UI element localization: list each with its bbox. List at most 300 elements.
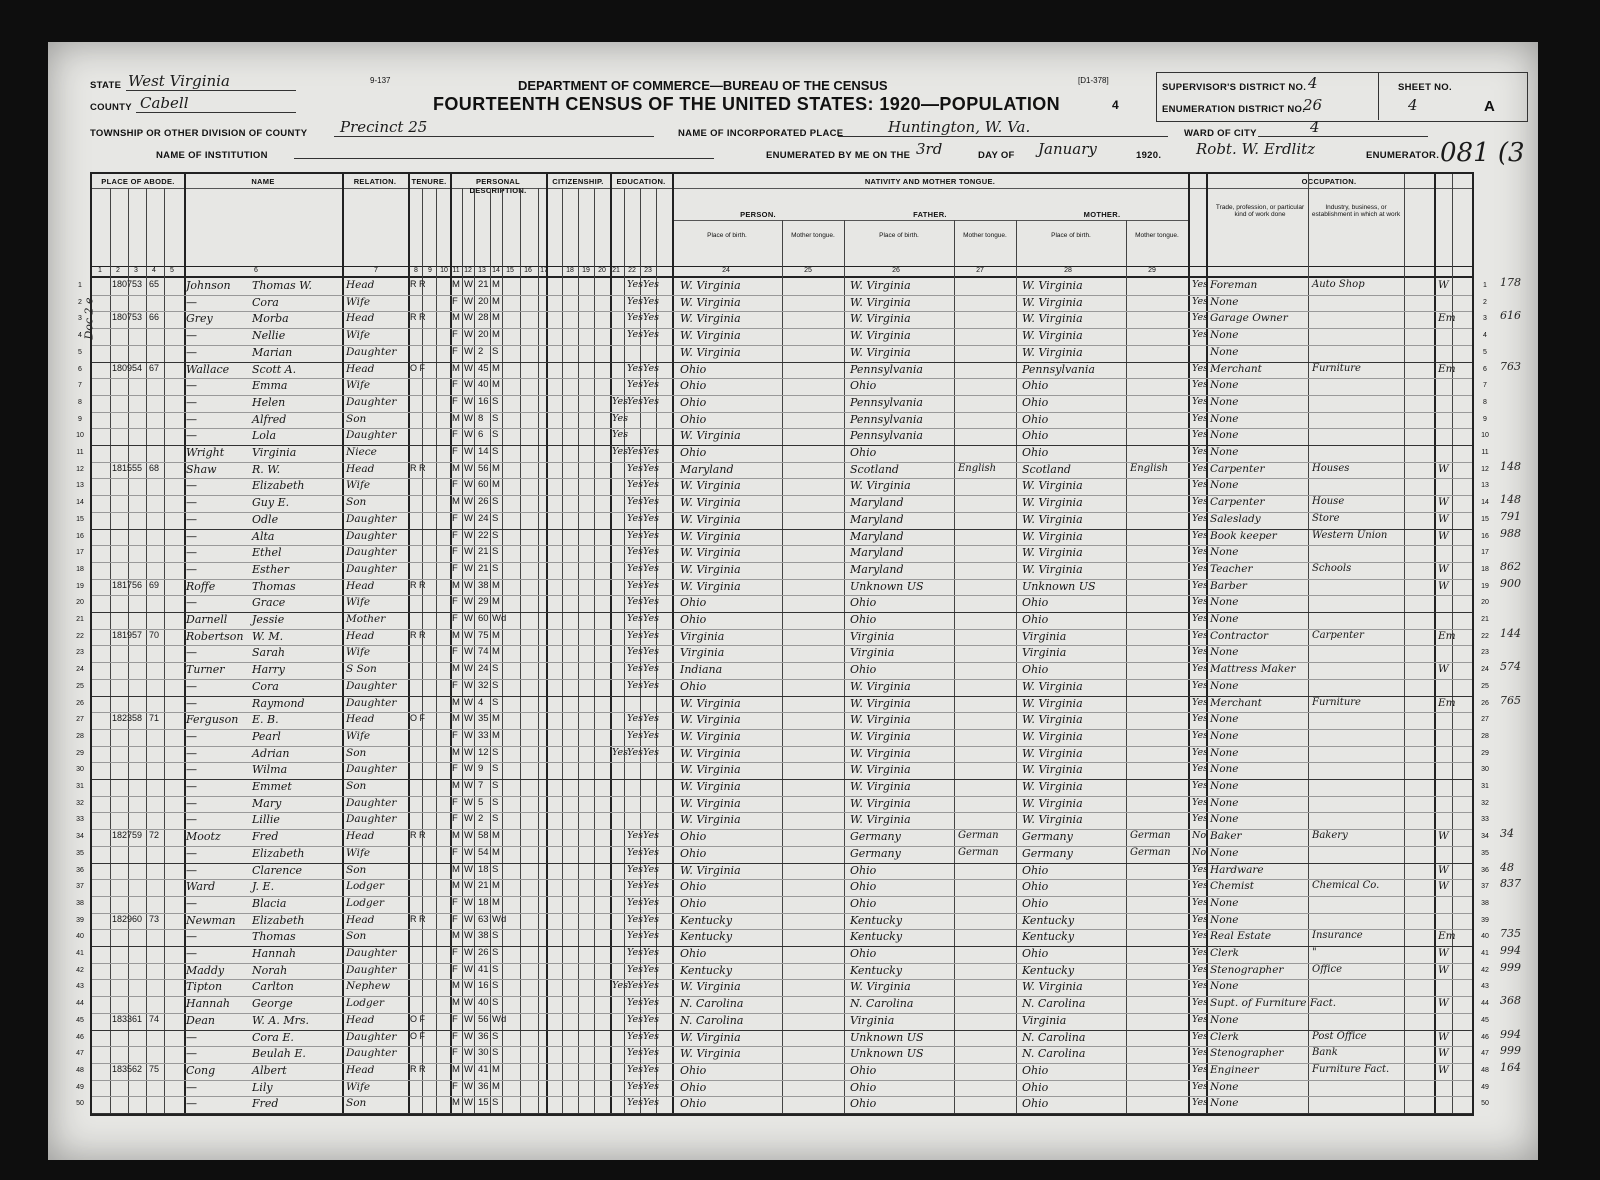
cell-marital: Wd — [492, 613, 507, 624]
margin-number: 900 — [1500, 576, 1521, 590]
cell-trade: Hardware — [1210, 863, 1264, 876]
cell-trade: None — [1210, 329, 1239, 342]
margin-number: 862 — [1500, 559, 1521, 573]
cell-f-pob: Unknown US — [850, 1030, 924, 1044]
row-number-right: 6 — [1483, 365, 1487, 373]
cell-dwelling: 53 — [132, 279, 143, 289]
cell-race: W — [464, 312, 473, 324]
cell-tenure: R R — [410, 462, 426, 473]
row-number-right: 7 — [1483, 382, 1487, 390]
column-number: 17 — [540, 267, 548, 274]
father-subheader: FATHER. — [913, 210, 947, 219]
cell-given: Thomas — [252, 579, 296, 593]
cell-write: Yes — [643, 512, 659, 524]
row-number-right: 26 — [1481, 699, 1489, 707]
cell-sex: M — [452, 663, 460, 675]
cell-given: Elizabeth — [252, 846, 305, 860]
cell-f-pob: Ohio — [850, 663, 877, 677]
supervisor-label: SUPERVISOR'S DISTRICT NO. — [1162, 82, 1307, 93]
cell-surname: — — [186, 1047, 197, 1061]
cell-english: Yes — [1192, 713, 1208, 725]
cell-given: Fred — [252, 830, 279, 844]
cell-f-pob: W. Virginia — [850, 312, 911, 326]
cell-read: Yes — [627, 947, 643, 958]
incorporated-underline — [838, 136, 1168, 137]
abode-group-header: PLACE OF ABODE. — [101, 177, 175, 186]
cell-family: 75 — [149, 1063, 160, 1074]
cell-surname: — — [186, 796, 197, 810]
cell-tenure: O F — [410, 1013, 425, 1024]
cell-f-pob: Ohio — [850, 1097, 877, 1111]
cell-tenure: R R — [410, 1063, 426, 1074]
cell-f-pob: Ohio — [850, 1080, 877, 1094]
cell-marital: S — [492, 763, 499, 775]
top-right-note: 081 (3 — [1440, 138, 1525, 168]
cell-pob: W. Virginia — [680, 529, 741, 543]
cell-relation: Wife — [346, 729, 371, 742]
cell-trade: None — [1210, 1080, 1239, 1093]
citizenship-group-header: CITIZENSHIP. — [552, 177, 604, 186]
cell-surname: Ward — [186, 880, 216, 894]
cell-surname: Hannah — [186, 997, 230, 1011]
cell-marital: M — [492, 729, 500, 741]
cell-pob: W. Virginia — [680, 512, 741, 526]
cell-pob: Ohio — [680, 379, 707, 393]
cell-surname: Mootz — [186, 830, 221, 844]
cell-read: Yes — [627, 663, 643, 675]
cell-race: W — [464, 963, 473, 975]
cell-family: 68 — [149, 462, 160, 473]
cell-school: Yes — [612, 429, 628, 441]
cell-class: W — [1438, 997, 1449, 1010]
cell-race: W — [464, 395, 473, 407]
cell-given: E. B. — [252, 713, 279, 727]
cell-english: Yes — [1192, 1080, 1208, 1092]
cell-relation: Son — [346, 863, 367, 876]
cell-surname: Turner — [186, 663, 225, 677]
cell-m-pob: Ohio — [1022, 1063, 1049, 1077]
row-number-right: 20 — [1481, 599, 1489, 607]
cell-trade: Book keeper — [1210, 529, 1277, 542]
row-rule — [92, 946, 1472, 947]
cell-marital: S — [492, 395, 499, 407]
cell-given: George — [252, 997, 293, 1011]
person-subheader: PERSON. — [740, 210, 776, 219]
row-number-right: 41 — [1481, 950, 1489, 957]
cell-surname: — — [186, 646, 197, 660]
cell-read: Yes — [627, 1013, 643, 1025]
cell-write: Yes — [643, 562, 659, 574]
cell-m-pob: W. Virginia — [1022, 696, 1083, 710]
cell-pob: Ohio — [680, 395, 707, 409]
cell-surname: — — [186, 863, 197, 877]
cell-surname: Ferguson — [186, 713, 239, 727]
cell-relation: Daughter — [346, 679, 397, 692]
cell-class: W — [1438, 512, 1449, 525]
cell-trade: None — [1210, 613, 1239, 625]
cell-sex: F — [452, 1080, 458, 1092]
cell-dwelling: 55 — [132, 462, 143, 473]
cell-age: 40 — [478, 379, 489, 391]
row-rule — [92, 362, 1472, 363]
cell-marital: S — [492, 546, 499, 558]
cell-read: Yes — [627, 479, 643, 491]
cell-trade: Teacher — [1210, 562, 1253, 575]
cell-english: Yes — [1192, 579, 1208, 591]
row-number: 6 — [78, 365, 82, 373]
cell-class: Em — [1438, 629, 1456, 642]
row-number: 14 — [76, 499, 84, 507]
cell-read: Yes — [627, 846, 643, 858]
cell-race: W — [464, 763, 473, 775]
cell-pob: W. Virginia — [680, 763, 741, 777]
township-label: TOWNSHIP OR OTHER DIVISION OF COUNTY — [90, 128, 308, 139]
cell-f-pob: Virginia — [850, 629, 895, 643]
cell-tenure: O F — [410, 713, 425, 724]
row-number: 18 — [76, 565, 84, 573]
cell-sex: F — [452, 1047, 458, 1059]
cell-age: 40 — [478, 997, 489, 1009]
column-number: 15 — [506, 267, 514, 274]
cell-age: 35 — [478, 713, 489, 725]
state-label: STATE — [90, 80, 122, 91]
cell-f-pob: W. Virginia — [850, 295, 911, 309]
cell-write: Yes — [643, 947, 659, 958]
cell-m-tongue: English — [1130, 462, 1169, 474]
row-rule — [92, 412, 1472, 413]
cell-marital: M — [492, 279, 500, 290]
row-rule — [92, 495, 1472, 496]
row-number: 42 — [76, 966, 84, 974]
cell-m-pob: Ohio — [1022, 379, 1049, 393]
column-number: 8 — [414, 267, 418, 274]
row-number-right: 11 — [1481, 449, 1489, 456]
cell-class: W — [1438, 579, 1449, 592]
cell-write: Yes — [643, 846, 659, 858]
cell-age: 21 — [478, 880, 489, 892]
row-rule — [92, 779, 1472, 780]
row-number: 11 — [76, 449, 84, 456]
cell-class: W — [1438, 562, 1449, 575]
cell-write: Yes — [643, 1030, 659, 1042]
row-number: 1 — [78, 282, 82, 289]
margin-number: 994 — [1500, 1027, 1521, 1041]
cell-marital: S — [492, 512, 499, 524]
cell-relation: Daughter — [346, 529, 397, 542]
cell-pob: Ohio — [680, 1097, 707, 1111]
row-rule — [92, 562, 1472, 563]
cell-f-pob: Kentucky — [850, 963, 903, 977]
cell-marital: M — [492, 579, 500, 591]
cell-relation: Head — [346, 713, 375, 726]
cell-trade: Barber — [1210, 579, 1247, 592]
row-number: 24 — [76, 666, 84, 674]
cell-pob: Ohio — [680, 880, 707, 894]
cell-read: Yes — [627, 830, 643, 842]
cell-relation: Daughter — [346, 429, 397, 442]
cell-relation: Daughter — [346, 395, 397, 408]
cell-tenure: R R — [410, 279, 426, 289]
cell-sex: M — [452, 362, 460, 374]
column-number: 23 — [644, 267, 652, 274]
cell-trade: None — [1210, 813, 1239, 826]
cell-f-pob: Virginia — [850, 646, 895, 660]
cell-pob: Ohio — [680, 362, 707, 376]
cell-age: 4 — [478, 696, 484, 708]
enumeration-label: ENUMERATION DISTRICT NO. — [1162, 104, 1306, 115]
cell-pob: Ohio — [680, 947, 707, 960]
cell-surname: — — [186, 763, 197, 777]
cell-f-pob: Pennsylvania — [850, 395, 923, 409]
cell-write: Yes — [643, 679, 659, 691]
cell-pob: W. Virginia — [680, 579, 741, 593]
cell-m-pob: W. Virginia — [1022, 713, 1083, 727]
column-number: 10 — [440, 267, 448, 274]
cell-read: Yes — [627, 1047, 643, 1059]
column-number: 25 — [804, 267, 812, 274]
cell-relation: Daughter — [346, 1030, 397, 1043]
cell-surname: Wallace — [186, 362, 230, 376]
row-number: 17 — [76, 549, 84, 557]
cell-given: Hannah — [252, 947, 296, 960]
cell-age: 29 — [478, 596, 489, 608]
cell-given: Cora E. — [252, 1030, 294, 1044]
cell-surname: — — [186, 546, 197, 560]
cell-relation: Son — [346, 1097, 367, 1110]
cell-race: W — [464, 930, 473, 942]
cell-m-pob: Kentucky — [1022, 913, 1075, 927]
cell-industry: Post Office — [1312, 1030, 1367, 1042]
cell-race: W — [464, 479, 473, 491]
cell-industry: Bakery — [1312, 830, 1348, 842]
cell-surname: — — [186, 379, 197, 393]
cell-trade: None — [1210, 379, 1239, 392]
cell-given: Elizabeth — [252, 479, 305, 493]
cell-class: W — [1438, 462, 1449, 475]
cell-m-pob: Ohio — [1022, 863, 1049, 877]
cell-sex: F — [452, 429, 458, 441]
cell-english: No — [1192, 846, 1207, 858]
row-number-right: 49 — [1481, 1083, 1489, 1091]
cell-trade: None — [1210, 679, 1239, 692]
margin-number: 148 — [1500, 459, 1521, 473]
cell-race: W — [464, 913, 473, 925]
row-number-right: 25 — [1481, 682, 1489, 690]
cell-age: 41 — [478, 963, 489, 975]
cell-tenure: R R — [410, 830, 426, 841]
cell-race: W — [464, 980, 473, 992]
cell-pob: W. Virginia — [680, 696, 741, 710]
cell-write: Yes — [643, 663, 659, 675]
cell-f-pob: Maryland — [850, 529, 904, 543]
cell-relation: Head — [346, 913, 375, 926]
cell-read: Yes — [627, 729, 643, 741]
cell-surname: — — [186, 412, 197, 426]
cell-age: 60 — [478, 613, 489, 624]
cell-f-pob: Kentucky — [850, 930, 903, 944]
column-rule — [462, 188, 463, 1114]
cell-trade: Merchant — [1210, 362, 1262, 375]
cell-given: Lillie — [252, 813, 280, 827]
cell-pob: W. Virginia — [680, 429, 741, 443]
cell-school: Yes — [612, 746, 628, 758]
cell-read: Yes — [627, 963, 643, 975]
column-number: 7 — [374, 267, 378, 274]
cell-age: 21 — [478, 279, 489, 290]
column-rule — [164, 188, 165, 1114]
cell-sex: F — [452, 913, 458, 925]
cell-race: W — [464, 562, 473, 574]
cell-marital: M — [492, 646, 500, 658]
cell-age: 16 — [478, 395, 489, 407]
row-number-right: 35 — [1481, 849, 1489, 857]
cell-m-pob: W. Virginia — [1022, 980, 1083, 994]
column-number: 3 — [134, 267, 138, 274]
cell-surname: Shaw — [186, 462, 217, 476]
cell-pob: W. Virginia — [680, 496, 741, 510]
cell-relation: S Son — [346, 663, 377, 676]
cell-sex: M — [452, 880, 460, 892]
cell-age: 56 — [478, 462, 489, 474]
cell-given: W. A. Mrs. — [252, 1013, 309, 1027]
row-rule — [92, 445, 1472, 446]
form-number: 9-137 — [370, 76, 391, 85]
cell-f-pob: Ohio — [850, 379, 877, 393]
cell-industry: Bank — [1312, 1047, 1338, 1059]
cell-race: W — [464, 1030, 473, 1042]
enum-month: January — [1038, 140, 1097, 158]
cell-m-pob: W. Virginia — [1022, 546, 1083, 560]
cell-family: 65 — [149, 279, 160, 289]
cell-race: W — [464, 663, 473, 675]
cell-sex: M — [452, 279, 460, 290]
row-number: 30 — [76, 766, 84, 774]
cell-marital: S — [492, 446, 499, 457]
cell-read: Yes — [627, 546, 643, 558]
cell-surname: — — [186, 813, 197, 827]
cell-relation: Nephew — [346, 980, 391, 993]
row-rule — [92, 1030, 1472, 1031]
cell-family: 72 — [149, 830, 160, 841]
cell-write: Yes — [643, 329, 659, 341]
cell-trade: Supt. of Furniture Fact. — [1210, 997, 1337, 1010]
row-number-right: 39 — [1481, 916, 1489, 924]
cell-pob: W. Virginia — [680, 796, 741, 810]
margin-number: 48 — [1500, 860, 1514, 874]
cell-pob: Ohio — [680, 596, 707, 610]
row-number: 2 — [78, 298, 82, 306]
cell-tenure: O F — [410, 1030, 425, 1041]
cell-tenure: R R — [410, 913, 426, 924]
cell-f-pob: W. Virginia — [850, 696, 911, 710]
township-underline — [334, 136, 654, 137]
cell-m-pob: Ohio — [1022, 896, 1049, 910]
cell-industry: Houses — [1312, 462, 1350, 474]
sheet-side: A — [1484, 98, 1496, 115]
cell-f-pob: Ohio — [850, 446, 877, 459]
cell-school: Yes — [612, 980, 628, 992]
column-rule — [490, 188, 491, 1114]
cell-dwelling: 56 — [132, 579, 143, 590]
cell-f-pob: Ohio — [850, 863, 877, 877]
cell-english: Yes — [1192, 963, 1208, 975]
cell-given: Virginia — [252, 446, 297, 459]
cell-race: W — [464, 846, 473, 858]
cell-pob: W. Virginia — [680, 279, 741, 292]
row-number: 5 — [78, 348, 82, 356]
cell-marital: M — [492, 295, 500, 307]
row-number: 32 — [76, 799, 84, 807]
county-label: COUNTY — [90, 102, 132, 113]
cell-class: W — [1438, 880, 1449, 893]
cell-relation: Son — [346, 780, 367, 792]
cell-marital: S — [492, 1097, 499, 1109]
cell-relation: Wife — [346, 1080, 371, 1093]
cell-pob: Indiana — [680, 663, 723, 677]
cell-trade: None — [1210, 295, 1239, 308]
cell-marital: S — [492, 796, 499, 808]
cell-class: W — [1438, 947, 1449, 959]
cell-race: W — [464, 412, 473, 424]
cell-english: Yes — [1192, 813, 1208, 825]
column-number: 29 — [1148, 267, 1156, 274]
cell-race: W — [464, 613, 473, 624]
cell-age: 36 — [478, 1080, 489, 1092]
cell-relation: Daughter — [346, 546, 397, 559]
row-number: 31 — [76, 783, 84, 790]
row-number-right: 37 — [1481, 883, 1489, 891]
cell-sex: F — [452, 646, 458, 658]
cell-age: 56 — [478, 1013, 489, 1025]
cell-industry: Carpenter — [1312, 629, 1364, 641]
cell-write: Yes — [643, 379, 659, 391]
cell-english: Yes — [1192, 613, 1208, 624]
cell-sex: F — [452, 896, 458, 908]
cell-f-pob: W. Virginia — [850, 479, 911, 493]
column-rule — [610, 174, 612, 1114]
cell-family: 66 — [149, 312, 160, 323]
cell-pob: W. Virginia — [680, 329, 741, 343]
cell-given: Lola — [252, 429, 277, 443]
cell-f-pob: W. Virginia — [850, 980, 911, 994]
cell-marital: S — [492, 679, 499, 691]
cell-english: Yes — [1192, 980, 1208, 992]
cell-relation: Son — [346, 412, 367, 425]
column-number: 4 — [152, 267, 156, 274]
row-number-right: 27 — [1481, 716, 1489, 724]
cell-house: 1833 — [112, 1013, 133, 1024]
column-number: 9 — [428, 267, 432, 274]
cell-read: Yes — [627, 579, 643, 591]
cell-race: W — [464, 1013, 473, 1025]
cell-m-pob: Unknown US — [1022, 579, 1096, 593]
cell-trade: Merchant — [1210, 696, 1262, 709]
cell-m-pob: Kentucky — [1022, 930, 1075, 944]
row-number: 37 — [76, 883, 84, 891]
cell-read: Yes — [627, 930, 643, 942]
column-rule — [474, 188, 475, 1114]
cell-surname: — — [186, 780, 197, 793]
cell-race: W — [464, 529, 473, 541]
relation-group-header: RELATION. — [353, 177, 397, 186]
cell-relation: Head — [346, 579, 375, 592]
row-rule — [92, 378, 1472, 379]
cell-age: 38 — [478, 579, 489, 591]
cell-sex: M — [452, 997, 460, 1009]
mother-tongue-header: Mother tongue. — [1135, 232, 1179, 239]
cell-age: 74 — [478, 646, 489, 658]
cell-m-pob: Ohio — [1022, 429, 1049, 443]
